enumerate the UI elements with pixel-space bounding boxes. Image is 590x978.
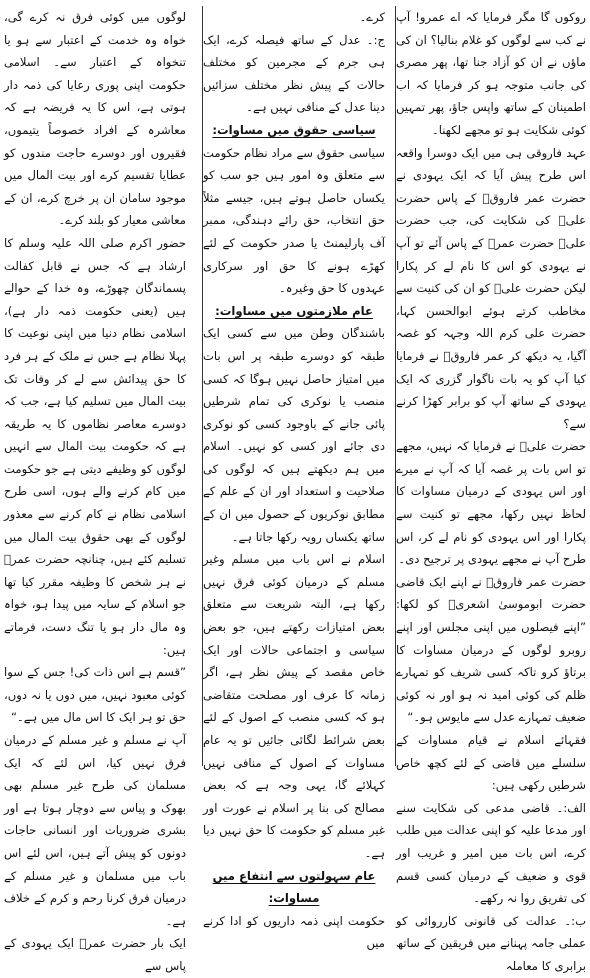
paragraph: سیاسی حقوق سے مراد نظام حکومت سے متعلق وہ امور ہیں جو سب کو یکساں حاصل ہوتے ہیں، جیسے مثلاً حق انتخاب، حق رائے دہندگی، ممبر آف پارلیمنٹ یا صدر حکومت کے لئے کھڑے ہونے کا حق اور سرکاری عہدوں کا حق وغیرہ۔ [203, 145, 385, 296]
paragraph: آپ نے مسلم و غیر مسلم کے درمیان فرق نہیں کیا، اس لئے کہ ایک مسلمان کی طرح غیر مسلم بھی بھوک و پیاس سے دوچار ہوتا ہے اور بشری ضروریات اور انسانی حاجات دونوں کو پیش آتے ہیں، اس لئے اس باب میں مسلمان و غیر مسلم کے درمیان فرق کرنا رحم و کرم کے خلاف ہے۔ [4, 733, 186, 928]
paragraph: لوگوں میں کوئی فرق نہ کرے گی، خواہ وہ خدمت کے اعتبار سے ہو یا تنخواہ کے اعتبار سے۔ اسلامی حکومت اپنی پوری رعایا کی ذمہ دار ہوتی ہے، اس کا یہ فریضہ ہے کہ معاشرہ کے افراد خصوصاً یتیموں، فقیروں اور دوسرے حاجت مندوں کو عطایا تقسیم کرے اور بیت المال میں موجود سامان ان پر خرچ کرے، ان کے معاشی معیار کو بلند کرے۔ [4, 10, 186, 228]
paragraph: حکومت اپنی ذمہ داریوں کو ادا کرنے میں [203, 913, 385, 951]
paragraph: ب:۔ عدالت کی قانونی کارروائی کو عملی جامہ پہنانے میں فریقین کے ساتھ برابری کا معاملہ [396, 913, 586, 973]
paragraph: کرے۔ [359, 10, 385, 24]
paragraph: حضور اکرم صلی اللہ علیہ وسلم کا ارشاد ہے کہ جس نے قابل کفالت پسماندگان چھوڑے، وہ خدا کے حوالے ہیں (یعنی حکومت ذمہ دار ہے)، اسلامی نظام دنیا میں اپنی نوعیت کا پہلا نظام ہے جس نے ملک کے ہر فرد کا حق پیدائش سے لے کر وفات تک بیت المال میں تسلیم کیا ہے، جب کہ دوسرے معاصر نظاموں کا یہ طریقہ ہے کہ حکومت بیت المال سے انہیں لوگوں کو وظیفے دیتی ہے جو حکومت میں کام کرنے والے ہوں، اسی طرح اسلامی نظام نے کام کرنے سے معذور لوگوں کے بھی حقوق بیت المال میں تسلیم کئے ہیں، چنانچہ حضرت عمرؓ نے ہر شخص کا وظیفہ مقرر کیا تھا جو اسلام کے سایہ میں پیدا ہو، خواہ وہ مال دار ہو یا تنگ دست، فرماتے ہیں: [4, 235, 186, 657]
paragraph: فقہائے اسلام نے قیام مساوات کے سلسلے میں قاضی کے لئے کچھ خاص شرطیں رکھی ہیں: [396, 733, 586, 793]
left-column [4, 6, 186, 973]
paragraph: باشندگان وطن میں سے کسی ایک طبقہ کو دوسرے طبقہ پر اس بات میں امتیاز حاصل نہیں ہوگا کہ کسی منصب یا نوکری کی تمام شرطیں پائی جانے کے باوجود کسی کو نوکری دی جائے اور کسی کو نہیں۔ اسلام میں ہم دیکھتے ہیں کہ لوگوں کی صلاحیت و استعداد اور ان کے علم کے مطابق نوکریوں کے حصول میں ان کے ساتھ یکساں رویہ رکھا جاتا ہے۔ [203, 326, 385, 544]
paragraph: ایک بار حضرت عمرؓ ایک یہودی کے پاس سے [4, 936, 186, 973]
section-heading: عام ملازمتوں میں مساوات: [215, 303, 373, 318]
paragraph: ج:۔ عدل کے ساتھ فیصلہ کرے، ایک ہی جرم کے مجرمین کو مختلف حالات کے پیش نظر مختلف سزائیں دینا عدل کے منافی نہیں ہے۔ [203, 32, 385, 115]
paragraph: روکوں گا مگر فرمایا کہ اے عمرو! آپ نے کب سے لوگوں کو غلام بنالیا؟ ان کی ماؤں نے ان کو آزاد جنا تھا، پھر مصری کی جانب متوجہ ہو کر فرمایا کہ اب اطمینان کے ساتھ واپس جاؤ، پھر تمہیں کوئی شکایت ہو تو مجھے لکھنا۔ [396, 10, 586, 137]
quotation: ”قسم ہے اس ذات کی! جس کے سوا کوئی معبود نہیں، میں دوں یا نہ دوں، حق تو ہر ایک کا اس مال میں ہے۔“ [4, 665, 186, 725]
paragraph: الف:۔ قاضی مدعی کی شکایت سنے اور مدعا علیہ کو اپنی عدالت میں طلب کرے، اس بات میں امیر و غریب اور قوی و ضعیف کے درمیان کسی قسم کی تفریق روا نہ رکھے۔ [396, 800, 586, 906]
section-heading: سیاسی حقوق میں مساوات: [212, 122, 376, 137]
paragraph: اسلام نے اس باب میں مسلم وغیر مسلم کے درمیان کوئی فرق نہیں رکھا ہے، البتہ شریعت سے متعلق بعض امتیازات رکھتے ہیں، جو بعض سیاسی و اجتماعی حالات اور ایک خاص مقصد کے پیش نظر ہے، اگر زمانہ کا عرف اور مصلحت متقاضی ہو کہ کسی منصب کے اصول کے لئے بعض شرائط لگائی جائیں تو یہ عام مساوات کے اصول کے منافی نہیں کہلائے گا، یہی وجہ ہے کہ بعض مصالح کی بنا پر اسلام نے عورت اور غیر مسلم کو حکومت کا حق نہیں دیا ہے۔ [203, 552, 385, 860]
paragraph: حضرت عمر فاروقؓ نے اپنے ایک قاضی حضرت ابوموسیٰ اشعریؓ کو لکھا: ”اپنے فیصلوں میں اپنی مجلس اور اپنے روبرو لوگوں کے درمیان مساوات کا برتاؤ کرو تاکہ کسی شریف کو تمہارے ظلم کی کوئی امید نہ ہو اور نہ کوئی ضعیف تمہارے عدل سے مایوس ہو۔“ [396, 574, 586, 725]
paragraph: عہد فاروقی ہی میں ایک دوسرا واقعہ اس طرح پیش آیا کہ ایک یہودی نے حضرت عمر فاروقؓ کے پاس حضرت علیؓ کی شکایت کی، جب حضرت علیؓ حضرت عمرؓ کے پاس آئے تو آپ نے یہودی کو اس کا نام لے کر پکارا لیکن حضرت علیؓ کو ان کی کنیت سے مخاطب کرتے ہوئے ابوالحسن کہا، حضرت علی کرم اللہ وجہہ کو غصہ آگیا، یہ دیکھ کر عمر فاروقؓ نے فرمایا کیا آپ کو یہ بات ناگوار گزری کہ ایک یہودی کے ساتھ آپ کو برابر کھڑا کرنے سے؟ [396, 145, 586, 431]
paragraph: حضرت علیؓ نے فرمایا کہ نہیں، مجھے تو اس بات پر غصہ آیا کہ آپ نے میرے اور اس یہودی کے درمیان مساوات کا لحاظ نہیں رکھا، مجھے تو کنیت سے پکارا اور اس یہودی کو نام لے کر، اس طرح آپ نے مجھے یہودی پر ترجیح دی۔ [396, 439, 586, 567]
middle-column [203, 6, 385, 951]
section-heading: عام سہولتوں سے انتفاع میں مساوات: [212, 868, 376, 906]
right-column [396, 6, 586, 973]
